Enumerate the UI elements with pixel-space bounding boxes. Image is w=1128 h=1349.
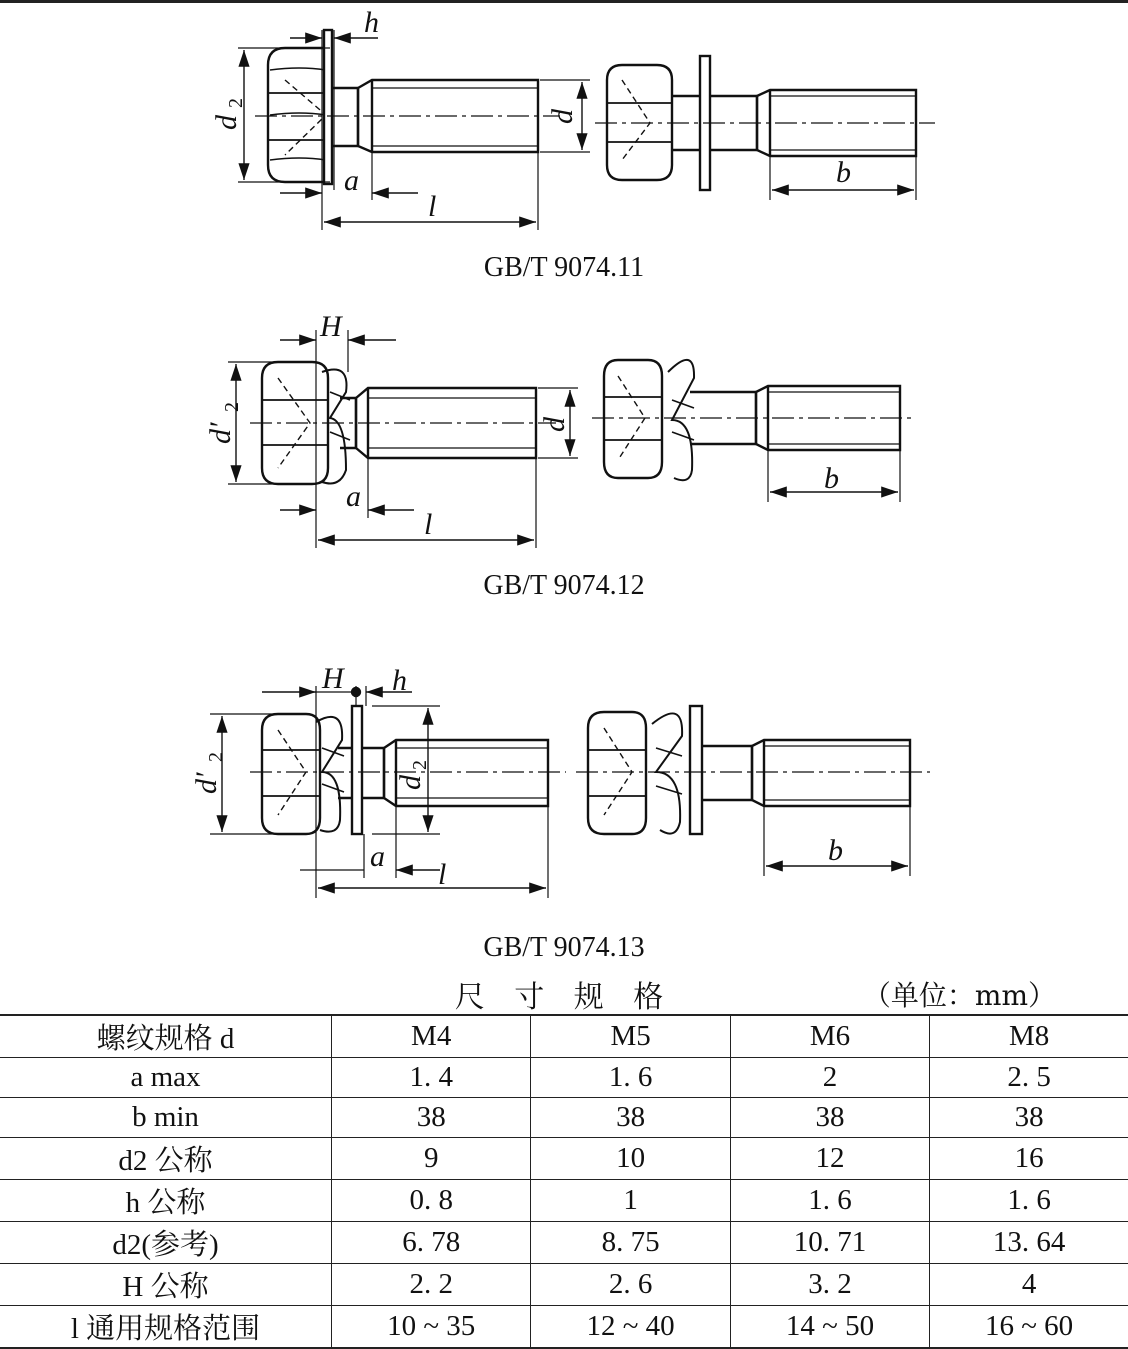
value-cell: 9 xyxy=(332,1138,531,1180)
header-size-cell: M5 xyxy=(531,1015,730,1058)
fig3-label-dp2-sub: 2 xyxy=(205,752,227,762)
row-label-cell: b min xyxy=(0,1098,332,1138)
value-cell: 2 xyxy=(730,1058,929,1098)
caption-figure-3: GB/T 9074.13 xyxy=(483,932,645,963)
header-size-cell: M6 xyxy=(730,1015,929,1058)
fig3-label-dp2: d′ xyxy=(190,772,223,794)
fig3-label-d2: d xyxy=(394,775,427,790)
value-cell: 2. 6 xyxy=(531,1264,730,1306)
header-size-cell: M4 xyxy=(332,1015,531,1058)
row-label-cell: d2 公称 xyxy=(0,1138,332,1180)
row-label-cell: d2(参考) xyxy=(0,1222,332,1264)
table-row xyxy=(0,1306,1128,1349)
value-cell: 10 ~ 35 xyxy=(332,1306,531,1349)
table-row xyxy=(0,1138,1128,1180)
figure-3-drawing xyxy=(210,686,930,898)
table-row xyxy=(0,1222,1128,1264)
value-cell: 13. 64 xyxy=(930,1222,1128,1264)
value-cell: 0. 8 xyxy=(332,1180,531,1222)
fig3-label-d2-sub: 2 xyxy=(409,760,431,770)
header-label-cell: 螺纹规格 d xyxy=(0,1015,332,1058)
fig1-label-h: h xyxy=(364,6,379,39)
fig3-label-b: b xyxy=(828,834,843,867)
value-cell: 6. 78 xyxy=(332,1222,531,1264)
fig2-label-dp2: d′ xyxy=(204,422,237,444)
fig1-label-l: l xyxy=(428,190,437,223)
row-label-cell: a max xyxy=(0,1058,332,1098)
spec-table xyxy=(0,1014,1128,1349)
value-cell: 38 xyxy=(930,1098,1128,1138)
fig1-label-d: d xyxy=(546,109,579,124)
figure-1-drawing xyxy=(238,30,935,230)
fig1-label-d2-sub: 2 xyxy=(225,98,247,108)
table-row xyxy=(0,1264,1128,1306)
table-row xyxy=(0,1098,1128,1138)
value-cell: 16 ~ 60 xyxy=(930,1306,1128,1349)
value-cell: 10 xyxy=(531,1138,730,1180)
fig2-label-d: d xyxy=(538,417,571,432)
value-cell: 3. 2 xyxy=(730,1264,929,1306)
value-cell: 1. 6 xyxy=(930,1180,1128,1222)
fig2-label-a: a xyxy=(346,480,361,513)
value-cell: 38 xyxy=(531,1098,730,1138)
value-cell: 1 xyxy=(531,1180,730,1222)
value-cell: 1. 6 xyxy=(531,1058,730,1098)
figure-2-labels xyxy=(204,310,839,541)
caption-figure-2: GB/T 9074.12 xyxy=(483,570,645,601)
row-label-cell: l 通用规格范围 xyxy=(0,1306,332,1349)
table-row xyxy=(0,1058,1128,1098)
fig2-label-l: l xyxy=(424,508,433,541)
value-cell: 1. 6 xyxy=(730,1180,929,1222)
figure-2-drawing xyxy=(228,330,915,548)
row-label-cell: H 公称 xyxy=(0,1264,332,1306)
value-cell: 10. 71 xyxy=(730,1222,929,1264)
value-cell: 12 ~ 40 xyxy=(531,1306,730,1349)
fig2-label-dp2-sub: 2 xyxy=(221,402,243,412)
table-row xyxy=(0,1180,1128,1222)
fig2-label-b: b xyxy=(824,462,839,495)
figure-3-labels xyxy=(190,662,843,891)
value-cell: 38 xyxy=(332,1098,531,1138)
value-cell: 1. 4 xyxy=(332,1058,531,1098)
fig1-label-b: b xyxy=(836,156,851,189)
fig2-label-H: H xyxy=(320,310,342,343)
value-cell: 12 xyxy=(730,1138,929,1180)
value-cell: 8. 75 xyxy=(531,1222,730,1264)
fig1-label-d2: d xyxy=(210,115,243,130)
table-unit: （单位：mm） xyxy=(862,979,1056,1012)
fig3-label-l: l xyxy=(438,858,447,891)
value-cell: 4 xyxy=(930,1264,1128,1306)
value-cell: 14 ~ 50 xyxy=(730,1306,929,1349)
header-size-cell: M8 xyxy=(930,1015,1128,1058)
value-cell: 2. 2 xyxy=(332,1264,531,1306)
value-cell: 38 xyxy=(730,1098,929,1138)
fig3-label-H: H xyxy=(322,662,344,695)
fig1-label-a: a xyxy=(344,164,359,197)
row-label-cell: h 公称 xyxy=(0,1180,332,1222)
table-title: 尺 寸 规 格 xyxy=(454,980,674,1015)
table-header-row xyxy=(0,1015,1128,1058)
value-cell: 16 xyxy=(930,1138,1128,1180)
caption-figure-1: GB/T 9074.11 xyxy=(483,252,645,283)
value-cell: 2. 5 xyxy=(930,1058,1128,1098)
fig3-label-h: h xyxy=(392,664,407,697)
fig3-label-a: a xyxy=(370,840,385,873)
